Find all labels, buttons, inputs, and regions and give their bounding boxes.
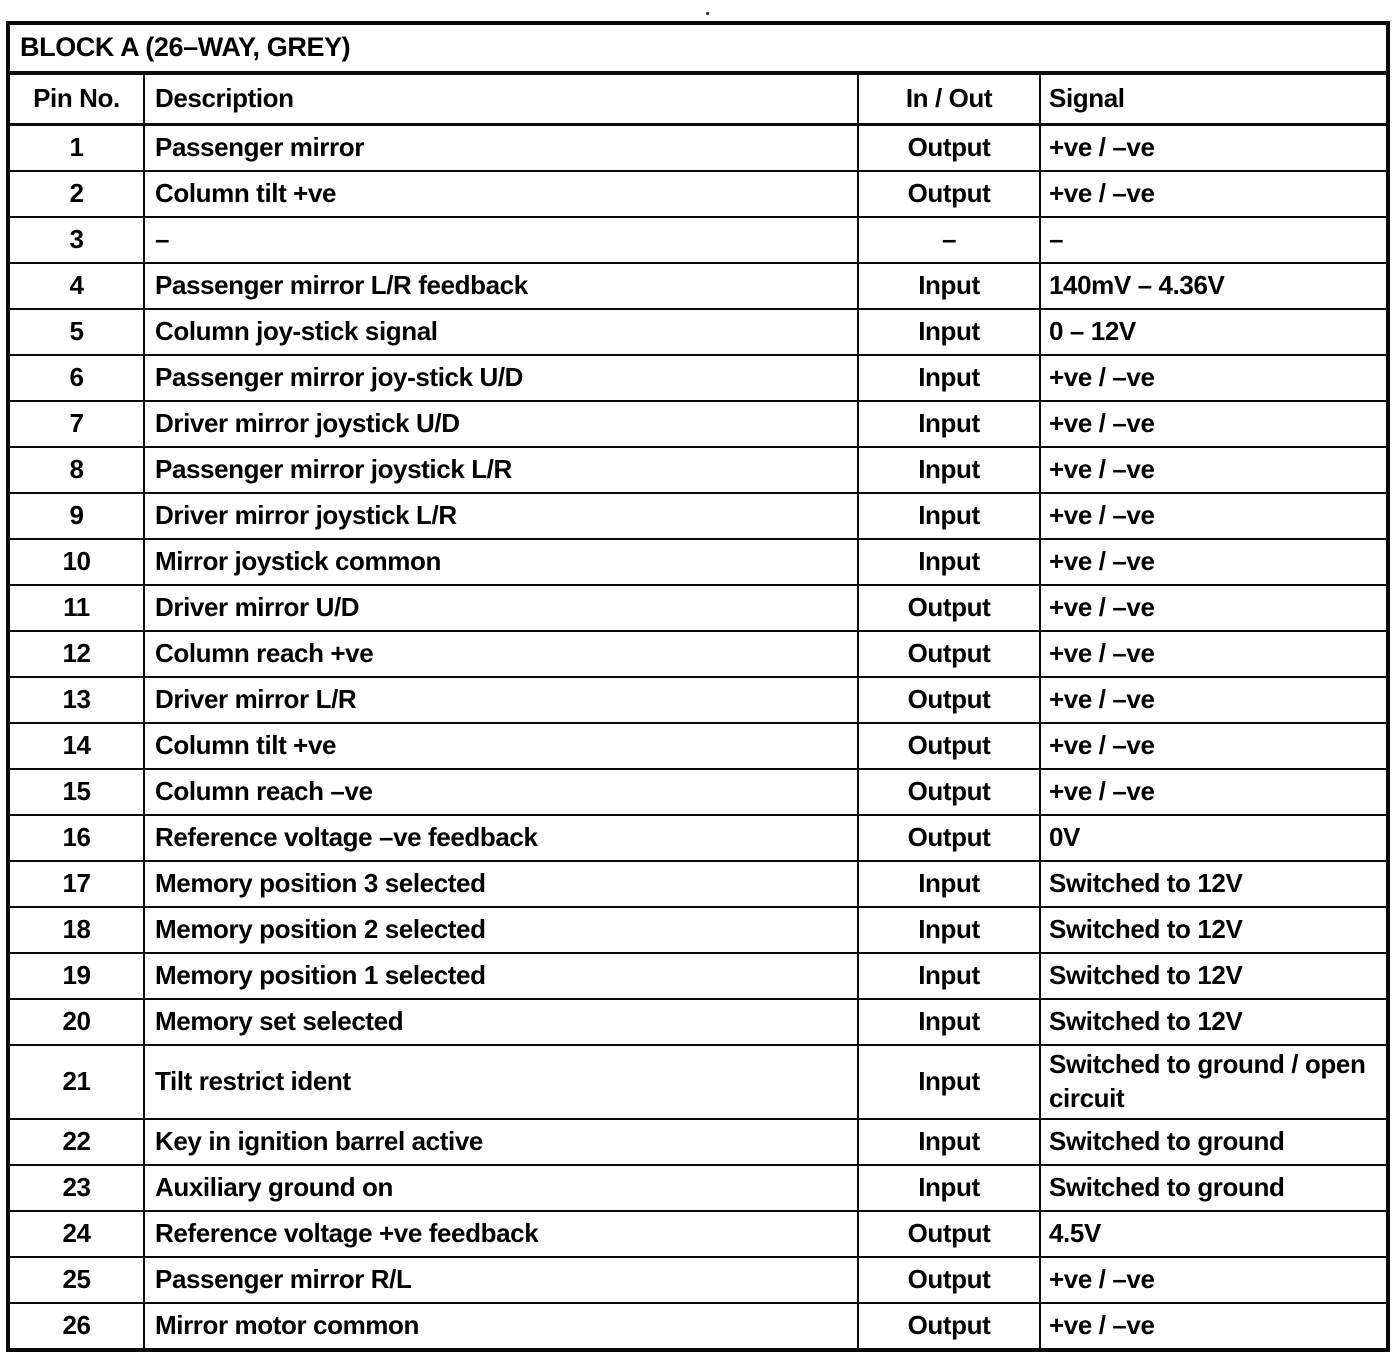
table-row xyxy=(8,815,1388,861)
pin-signal: Switched to ground xyxy=(1040,1165,1388,1211)
table-row xyxy=(8,769,1388,815)
pin-number: 21 xyxy=(8,1045,144,1119)
pin-number: 19 xyxy=(8,953,144,999)
table-row xyxy=(8,171,1388,217)
pin-number: 25 xyxy=(8,1257,144,1303)
pin-number: 22 xyxy=(8,1119,144,1165)
pin-signal: +ve / –ve xyxy=(1040,171,1388,217)
pinout-table xyxy=(6,21,1390,1352)
pin-description: Passenger mirror xyxy=(144,125,858,172)
pin-description: Mirror motor common xyxy=(144,1303,858,1350)
table-row xyxy=(8,907,1388,953)
table-row xyxy=(8,355,1388,401)
pin-number: 5 xyxy=(8,309,144,355)
pin-signal: 140mV – 4.36V xyxy=(1040,263,1388,309)
pin-number: 9 xyxy=(8,493,144,539)
pin-description: Column joy-stick signal xyxy=(144,309,858,355)
pin-number: 7 xyxy=(8,401,144,447)
table-row xyxy=(8,953,1388,999)
pin-signal: +ve / –ve xyxy=(1040,493,1388,539)
pin-number: 26 xyxy=(8,1303,144,1350)
table-row xyxy=(8,493,1388,539)
pin-number: 4 xyxy=(8,263,144,309)
pin-in-out: Output xyxy=(858,677,1040,723)
table-row xyxy=(8,861,1388,907)
table-row xyxy=(8,125,1388,172)
table-row xyxy=(8,1257,1388,1303)
pin-number: 18 xyxy=(8,907,144,953)
pin-signal: +ve / –ve xyxy=(1040,355,1388,401)
pin-in-out: Output xyxy=(858,1303,1040,1350)
table-row xyxy=(8,1211,1388,1257)
pin-description: Driver mirror L/R xyxy=(144,677,858,723)
pin-in-out: Output xyxy=(858,815,1040,861)
pin-description: Driver mirror joystick U/D xyxy=(144,401,858,447)
table-row xyxy=(8,631,1388,677)
pin-in-out: Output xyxy=(858,171,1040,217)
pin-number: 1 xyxy=(8,125,144,172)
pin-signal: +ve / –ve xyxy=(1040,631,1388,677)
pin-description: Passenger mirror R/L xyxy=(144,1257,858,1303)
pin-description: Memory set selected xyxy=(144,999,858,1045)
pin-in-out: Output xyxy=(858,769,1040,815)
pin-signal: 0V xyxy=(1040,815,1388,861)
scan-speck xyxy=(706,12,709,15)
pin-signal: +ve / –ve xyxy=(1040,585,1388,631)
table-row xyxy=(8,999,1388,1045)
column-header-in-out: In / Out xyxy=(858,73,1040,125)
pin-in-out: Output xyxy=(858,585,1040,631)
pin-number: 16 xyxy=(8,815,144,861)
pin-number: 12 xyxy=(8,631,144,677)
pin-in-out: Input xyxy=(858,401,1040,447)
pin-signal: +ve / –ve xyxy=(1040,677,1388,723)
pin-number: 20 xyxy=(8,999,144,1045)
pin-description: Key in ignition barrel active xyxy=(144,1119,858,1165)
pin-description: Memory position 3 selected xyxy=(144,861,858,907)
pin-in-out: Output xyxy=(858,1257,1040,1303)
table-row xyxy=(8,1165,1388,1211)
pin-in-out: Output xyxy=(858,723,1040,769)
pin-description: Passenger mirror joy-stick U/D xyxy=(144,355,858,401)
pin-in-out: Output xyxy=(858,631,1040,677)
pin-description: Column reach –ve xyxy=(144,769,858,815)
pin-description: Tilt restrict ident xyxy=(144,1045,858,1119)
pin-in-out: Input xyxy=(858,1119,1040,1165)
pin-signal: +ve / –ve xyxy=(1040,769,1388,815)
pin-signal: +ve / –ve xyxy=(1040,401,1388,447)
pin-description: Memory position 1 selected xyxy=(144,953,858,999)
pin-number: 24 xyxy=(8,1211,144,1257)
pin-description: Reference voltage +ve feedback xyxy=(144,1211,858,1257)
pin-number: 6 xyxy=(8,355,144,401)
pin-number: 23 xyxy=(8,1165,144,1211)
pin-signal: +ve / –ve xyxy=(1040,1303,1388,1350)
pin-description: Memory position 2 selected xyxy=(144,907,858,953)
table-title-row xyxy=(8,23,1388,73)
pin-description: Reference voltage –ve feedback xyxy=(144,815,858,861)
pin-in-out: Input xyxy=(858,1165,1040,1211)
table-row xyxy=(8,217,1388,263)
pin-number: 17 xyxy=(8,861,144,907)
table-row xyxy=(8,539,1388,585)
pin-description: Driver mirror joystick L/R xyxy=(144,493,858,539)
table-row xyxy=(8,447,1388,493)
pin-signal: Switched to 12V xyxy=(1040,999,1388,1045)
pin-in-out: Input xyxy=(858,907,1040,953)
table-row xyxy=(8,1045,1388,1119)
pin-signal: Switched to 12V xyxy=(1040,907,1388,953)
pin-description: Passenger mirror joystick L/R xyxy=(144,447,858,493)
pin-signal: +ve / –ve xyxy=(1040,447,1388,493)
pin-signal: 0 – 12V xyxy=(1040,309,1388,355)
table-row xyxy=(8,401,1388,447)
table-row xyxy=(8,309,1388,355)
pin-number: 8 xyxy=(8,447,144,493)
pin-in-out: – xyxy=(858,217,1040,263)
pin-signal: – xyxy=(1040,217,1388,263)
pin-description: Auxiliary ground on xyxy=(144,1165,858,1211)
table-title: BLOCK A (26–WAY, GREY) xyxy=(8,23,1388,73)
pin-signal: Switched to 12V xyxy=(1040,861,1388,907)
pin-description: Column tilt +ve xyxy=(144,171,858,217)
pin-number: 2 xyxy=(8,171,144,217)
pin-number: 14 xyxy=(8,723,144,769)
column-header-pin-no: Pin No. xyxy=(8,73,144,125)
pin-in-out: Input xyxy=(858,447,1040,493)
pin-number: 15 xyxy=(8,769,144,815)
pin-description: Driver mirror U/D xyxy=(144,585,858,631)
table-row xyxy=(8,1303,1388,1350)
pin-in-out: Input xyxy=(858,355,1040,401)
pin-signal: Switched to ground xyxy=(1040,1119,1388,1165)
table-body xyxy=(8,125,1388,1350)
column-header-description: Description xyxy=(144,73,858,125)
pin-number: 3 xyxy=(8,217,144,263)
pin-signal: Switched to ground / open circuit xyxy=(1040,1045,1388,1119)
pin-in-out: Input xyxy=(858,953,1040,999)
table-row xyxy=(8,723,1388,769)
pin-signal: +ve / –ve xyxy=(1040,125,1388,172)
pin-in-out: Input xyxy=(858,309,1040,355)
pin-in-out: Output xyxy=(858,1211,1040,1257)
pin-in-out: Input xyxy=(858,539,1040,585)
pin-in-out: Input xyxy=(858,493,1040,539)
pin-in-out: Input xyxy=(858,1045,1040,1119)
table-row xyxy=(8,677,1388,723)
pin-in-out: Input xyxy=(858,999,1040,1045)
pin-description: Mirror joystick common xyxy=(144,539,858,585)
pin-signal: +ve / –ve xyxy=(1040,539,1388,585)
pin-description: Column reach +ve xyxy=(144,631,858,677)
pin-signal: +ve / –ve xyxy=(1040,723,1388,769)
pin-signal: Switched to 12V xyxy=(1040,953,1388,999)
pin-description: Passenger mirror L/R feedback xyxy=(144,263,858,309)
pin-signal: 4.5V xyxy=(1040,1211,1388,1257)
table-header-row xyxy=(8,73,1388,125)
pin-in-out: Output xyxy=(858,125,1040,172)
pin-in-out: Input xyxy=(858,861,1040,907)
pin-in-out: Input xyxy=(858,263,1040,309)
pin-description: – xyxy=(144,217,858,263)
table-row xyxy=(8,263,1388,309)
table-row xyxy=(8,585,1388,631)
column-header-signal: Signal xyxy=(1040,73,1388,125)
pin-number: 11 xyxy=(8,585,144,631)
pin-number: 13 xyxy=(8,677,144,723)
pin-description: Column tilt +ve xyxy=(144,723,858,769)
pin-number: 10 xyxy=(8,539,144,585)
pin-signal: +ve / –ve xyxy=(1040,1257,1388,1303)
table-row xyxy=(8,1119,1388,1165)
